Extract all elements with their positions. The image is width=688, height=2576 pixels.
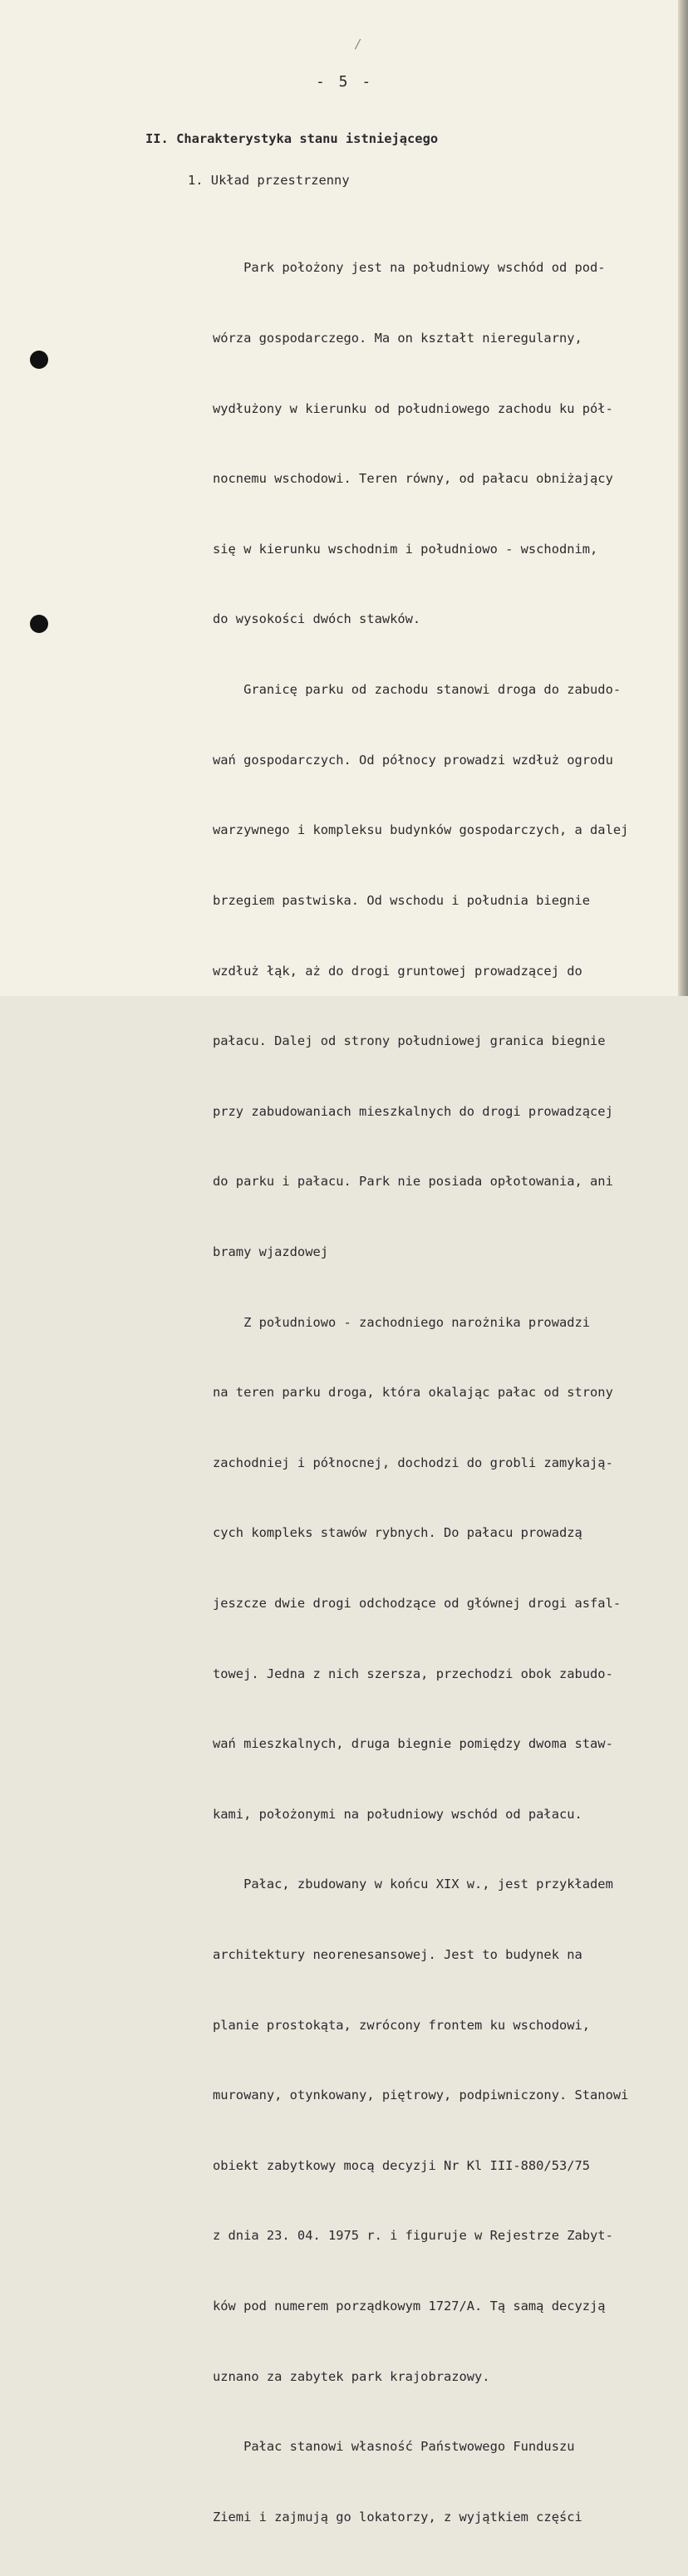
- page-number: - 5 -: [316, 73, 374, 91]
- text-line: zachodniej i północnej, dochodzi do grobli zamykają-: [213, 1455, 613, 1470]
- text-line: nocnemu wschodowi. Teren równy, od pałacu obniżający: [213, 471, 613, 487]
- text-line: Granicę parku od zachodu stanowi droga do zabudo-: [213, 682, 622, 698]
- text-line: wań gospodarczych. Od północy prowadzi wzdłuż ogrodu: [213, 752, 613, 768]
- text-line: przy zabudowaniach mieszkalnych do drogi prowadzącej: [213, 1103, 613, 1119]
- text-line: wydłużony w kierunku od południowego zachodu ku pół-: [213, 400, 613, 416]
- text-line: brzegiem pastwiska. Od wschodu i południa biegnie: [213, 892, 591, 908]
- text-line: cych kompleks stawów rybnych. Do pałacu prowadzą: [213, 1525, 582, 1541]
- text-line: na teren parku droga, która okalając pałac od strony: [213, 1385, 613, 1401]
- text-line: ków pod numerem porządkowym 1727/A. Tą samą decyzją: [213, 2299, 606, 2314]
- body-text: [213, 209, 675, 2576]
- text-line: Park położony jest na południowy wschód od pod-: [213, 260, 606, 276]
- text-line: towej. Jedna z nich szersza, przechodzi obok zabudo-: [213, 1666, 613, 1681]
- text-line: jeszcze dwie drogi odchodzące od głównej drogi asfal-: [213, 1595, 622, 1611]
- text-line: bramy wjazdowej: [213, 1244, 328, 1259]
- text-line: planie prostokąta, zwrócony frontem ku wschodowi,: [213, 2017, 591, 2033]
- section-title: II. Charakterystyka stanu istniejącego: [145, 131, 439, 146]
- text-line: do parku i pałacu. Park nie posiada opłotowania, ani: [213, 1174, 613, 1190]
- text-line: się w kierunku wschodnim i południowo - wschodnim,: [213, 541, 598, 557]
- text-line: wzdłuż łąk, aż do drogi gruntowej prowadzącej do: [213, 963, 582, 979]
- text-line: uznano za zabytek park krajobrazowy.: [213, 2368, 490, 2384]
- text-line: wórza gospodarczego. Ma on kształt nieregularny,: [213, 331, 582, 346]
- subsection-title: 1. Układ przestrzenny: [188, 173, 350, 188]
- text-line: Ziemi i zajmują go lokatorzy, z wyjątkiem części: [213, 2509, 582, 2524]
- text-line: z dnia 23. 04. 1975 r. i figuruje w Rejestrze Zabyt-: [213, 2228, 613, 2244]
- text-line: Pałac stanowi własność Państwowego Funduszu: [213, 2439, 575, 2455]
- text-line: Z południowo - zachodniego narożnika prowadzi: [213, 1314, 591, 1330]
- text-line: architektury neorenesansowej. Jest to budynek na: [213, 1947, 582, 1963]
- text-line: Pałac, zbudowany w końcu XIX w., jest przykładem: [213, 1877, 613, 1892]
- text-line: warzywnego i kompleksu budynków gospodarczych, a dalej: [213, 822, 629, 838]
- text-line: murowany, otynkowany, piętrowy, podpiwniczony. Stanowi: [213, 2088, 629, 2103]
- punch-hole: [30, 615, 48, 633]
- text-line: do wysokości dwóch stawków.: [213, 611, 421, 627]
- text-line: wań mieszkalnych, druga biegnie pomiędzy dwoma staw-: [213, 1736, 613, 1752]
- text-line: obiekt zabytkowy mocą decyzji Nr Kl III-880/53/75: [213, 2157, 591, 2173]
- text-line: pałacu. Dalej od strony południowej granica biegnie: [213, 1033, 606, 1049]
- punch-hole: [30, 351, 48, 369]
- pencil-mark: /: [356, 37, 361, 52]
- page-edge: [680, 0, 688, 996]
- text-line: kami, położonymi na południowy wschód od pałacu.: [213, 1806, 582, 1822]
